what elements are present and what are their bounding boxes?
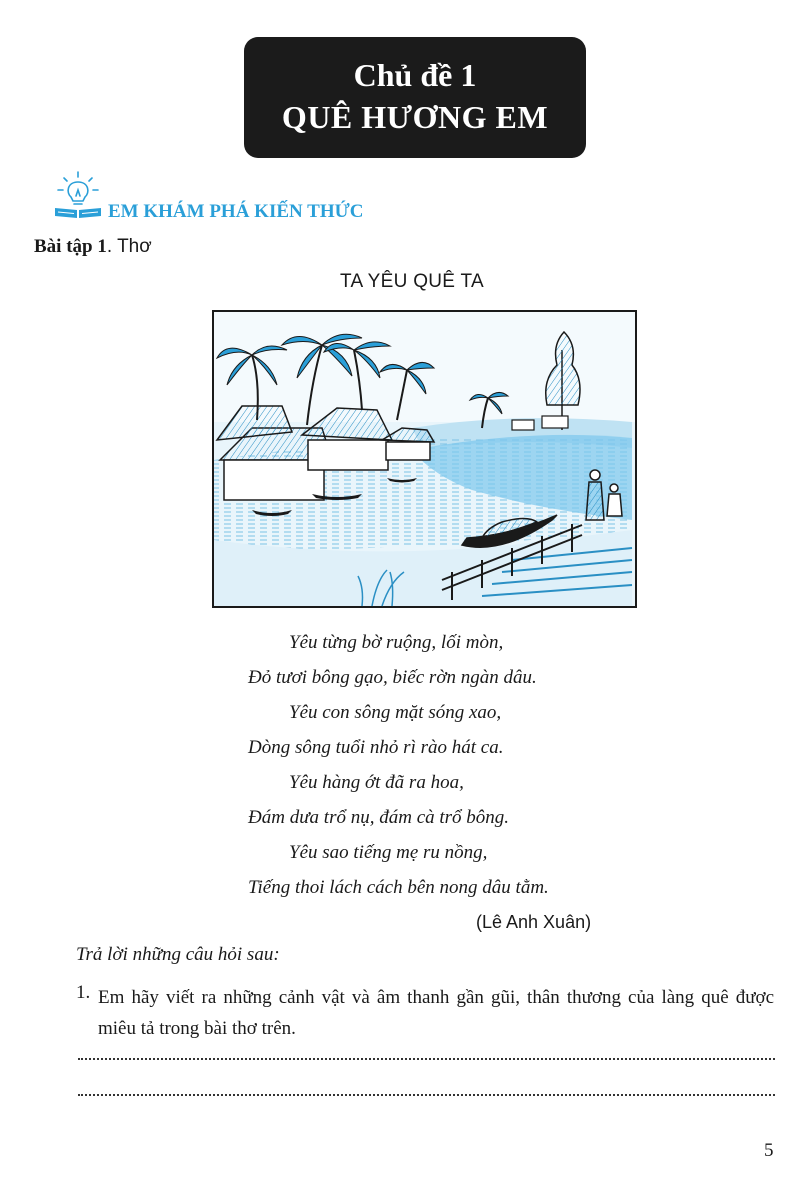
lightbulb-book-icon — [52, 170, 104, 222]
answer-line[interactable] — [78, 1094, 775, 1096]
section-heading — [52, 170, 452, 222]
section-title: EM KHÁM PHÁ KIẾN THỨC — [108, 201, 364, 222]
village-river-scene-illustration — [212, 310, 637, 608]
question-text: Em hãy viết ra những cảnh vật và âm thanh gần gũi, thân thương của làng quê được miêu tả trong bài thơ trên. — [98, 987, 774, 1039]
exercise-label: Bài tập 1 — [34, 236, 107, 257]
question-number: 1. — [76, 982, 91, 1003]
chapter-label: Chủ đề 1 — [353, 57, 477, 93]
page-number: 5 — [764, 1140, 774, 1161]
poem-line: Đám dưa trổ nụ, đám cà trổ bông. — [248, 807, 510, 828]
poem-author: (Lê Anh Xuân) — [476, 912, 592, 932]
exercise-heading — [34, 236, 152, 258]
answer-line[interactable] — [78, 1058, 775, 1060]
poem-line: Tiếng thoi lách cách bên nong dâu tằm. — [248, 877, 549, 898]
poem-line: Yêu sao tiếng mẹ ru nồng, — [289, 842, 488, 863]
poem-title: TA YÊU QUÊ TA — [340, 271, 484, 292]
poem-line: Đỏ tươi bông gạo, biếc rờn ngàn dâu. — [248, 667, 537, 688]
chapter-title: QUÊ HƯƠNG EM — [281, 99, 549, 135]
exercise-type: . Thơ — [106, 236, 152, 257]
poem-line: Yêu hàng ớt đã ra hoa, — [289, 772, 464, 793]
poem-line: Yêu từng bờ ruộng, lối mòn, — [289, 632, 504, 653]
question-instruction: Trả lời những câu hỏi sau: — [76, 944, 280, 965]
chapter-title-box — [244, 37, 586, 158]
poem-line: Dòng sông tuổi nhỏ rì rào hát ca. — [248, 737, 504, 758]
poem-line: Yêu con sông mặt sóng xao, — [289, 702, 502, 723]
